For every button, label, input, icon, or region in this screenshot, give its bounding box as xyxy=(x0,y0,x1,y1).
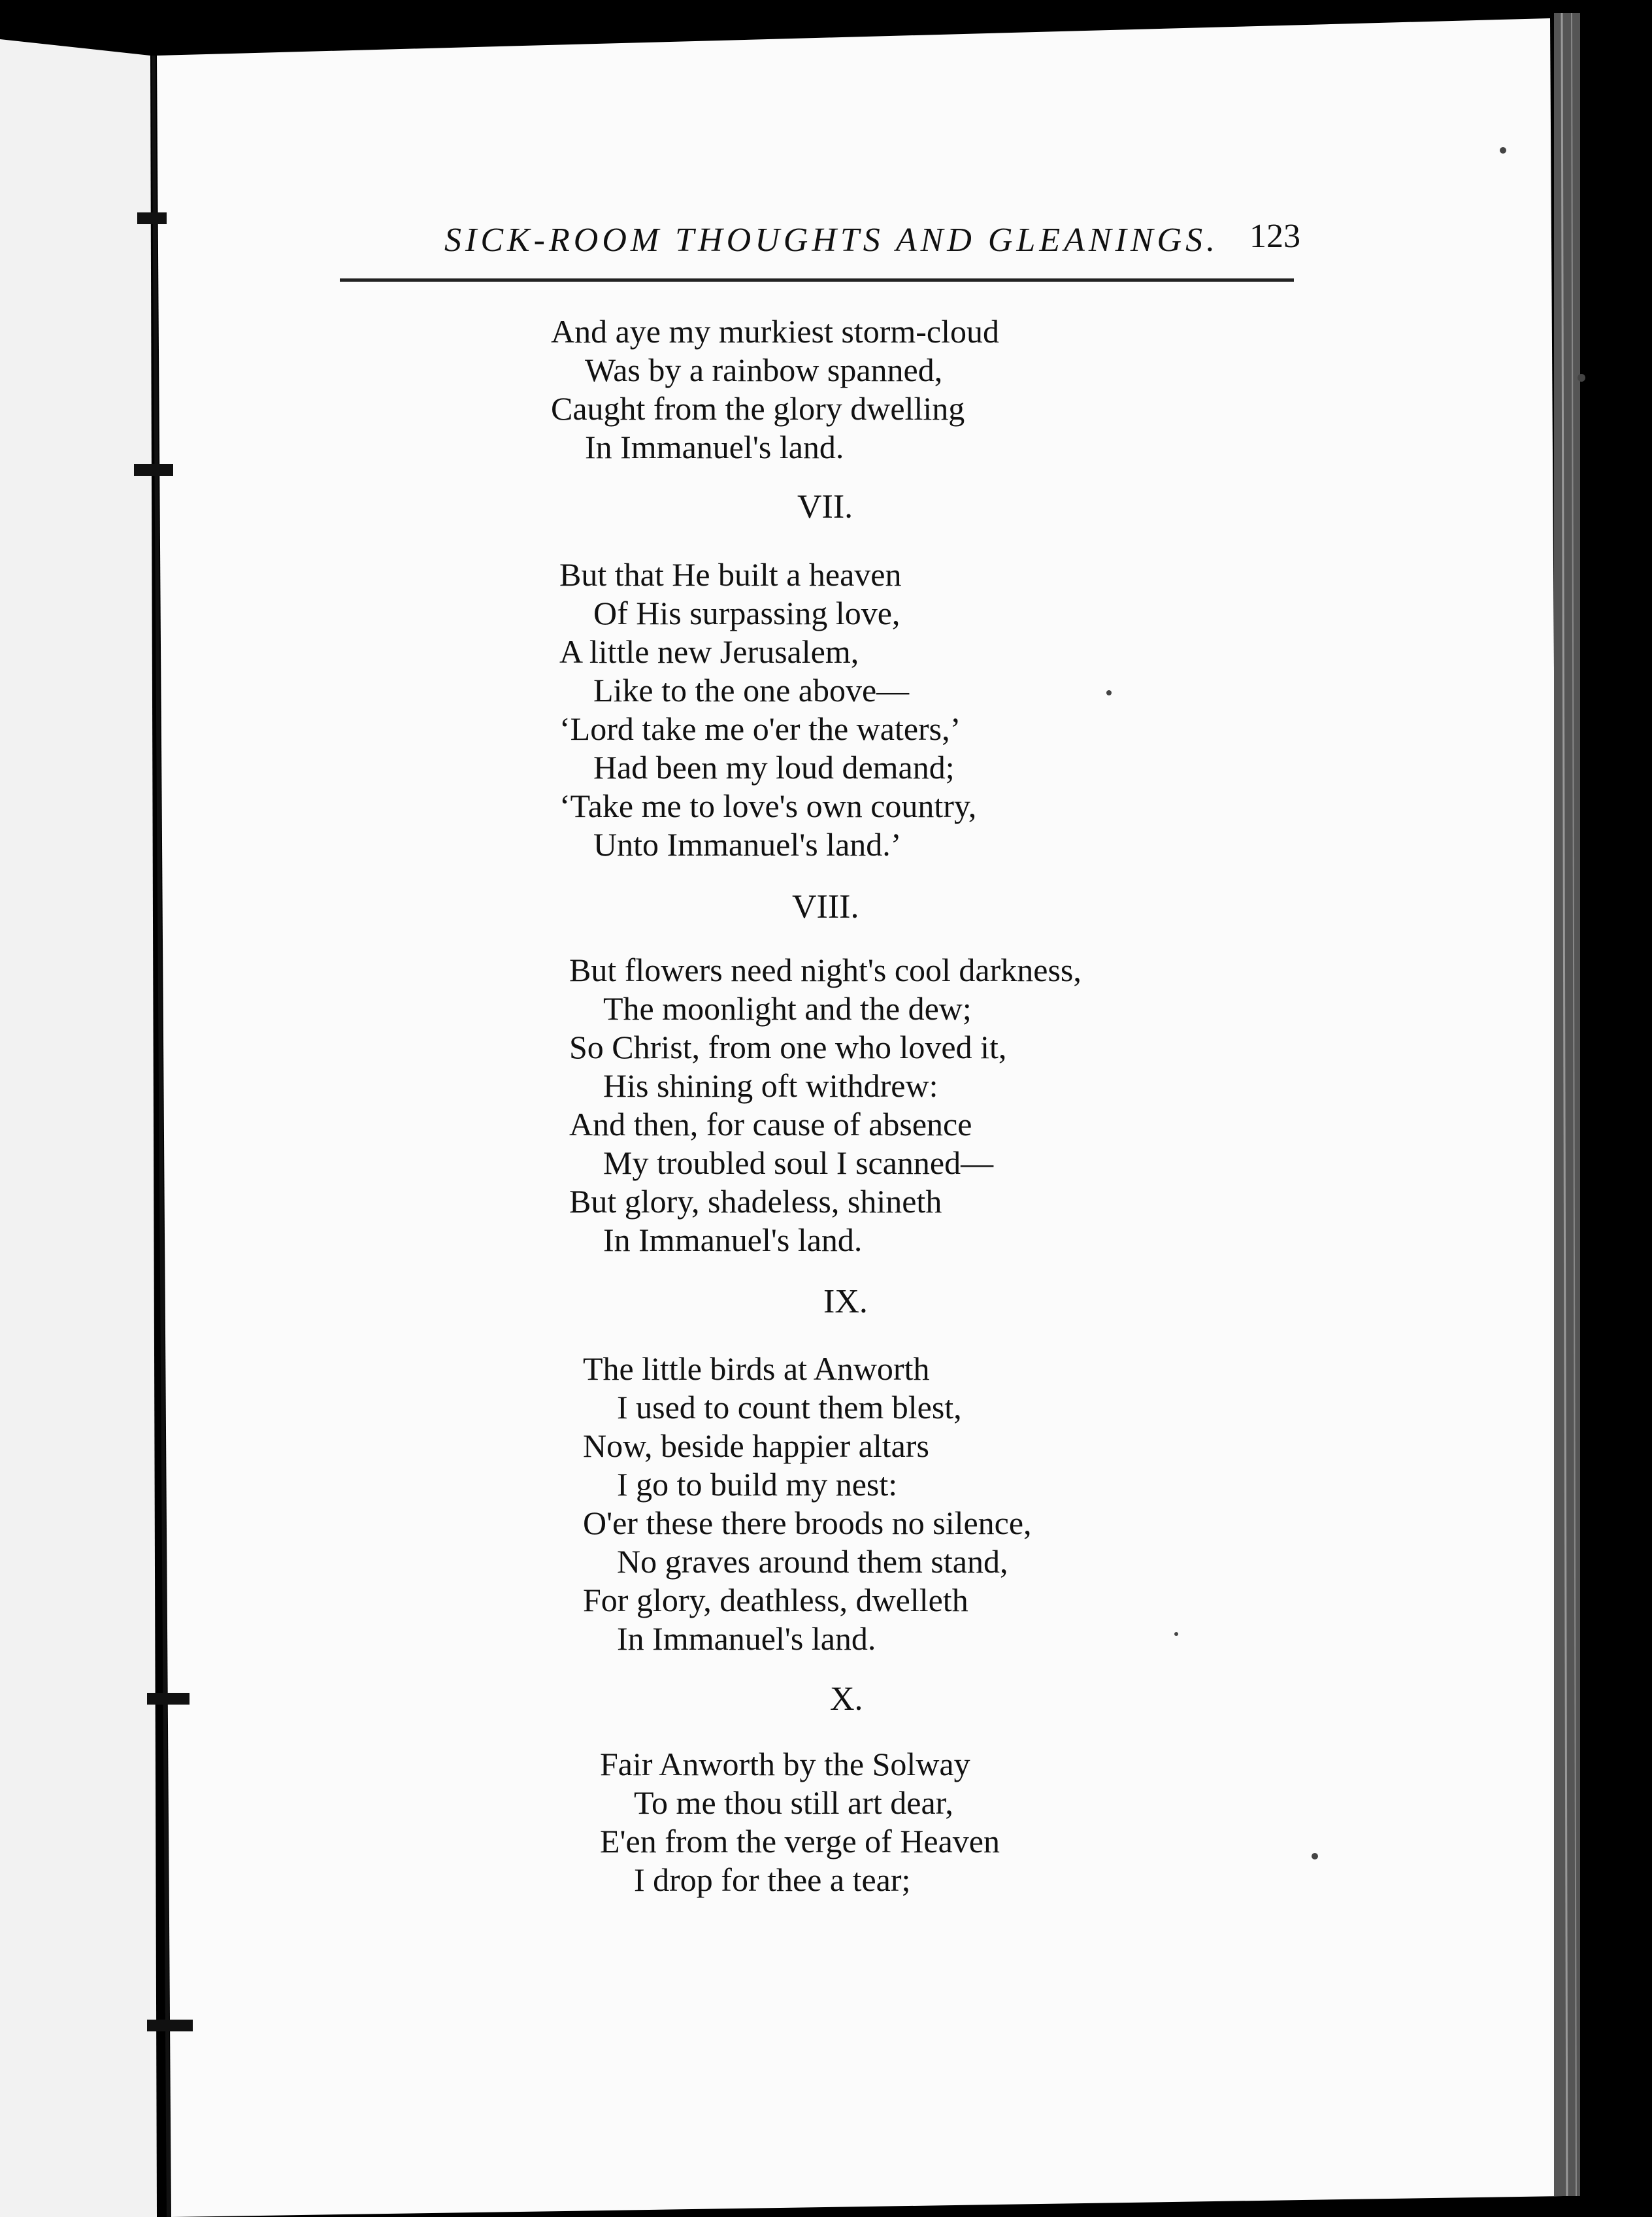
stanza-number-ix: IX. xyxy=(823,1283,868,1320)
verse-line: In Immanuel's land. xyxy=(585,429,844,465)
verse-line: A little new Jerusalem, xyxy=(559,633,859,670)
running-head-title: SICK-ROOM THOUGHTS AND GLEANINGS. xyxy=(444,222,1219,259)
stanza-x xyxy=(600,1745,1000,1899)
verse-line: But that He built a heaven xyxy=(559,556,902,593)
verse-line: Now, beside happier altars xyxy=(583,1427,929,1464)
verse-line: Had been my loud demand; xyxy=(593,749,955,786)
verse-line: His shining oft withdrew: xyxy=(603,1067,938,1104)
verse-line: ‘Take me to love's own country, xyxy=(559,788,977,824)
verse-line: No graves around them stand, xyxy=(617,1543,1008,1580)
verse-line: The moonlight and the dew; xyxy=(603,990,972,1027)
verse-line: And then, for cause of absence xyxy=(569,1106,972,1142)
verse-line: In Immanuel's land. xyxy=(617,1620,876,1657)
verse-line: Unto Immanuel's land.’ xyxy=(593,826,902,863)
verse-line: To me thou still art dear, xyxy=(634,1784,953,1821)
verse-line: And aye my murkiest storm-cloud xyxy=(551,313,999,350)
verse-line: For glory, deathless, dwelleth xyxy=(583,1582,968,1618)
verse-line: But glory, shadeless, shineth xyxy=(569,1183,942,1220)
verse-line: E'en from the verge of Heaven xyxy=(600,1823,1000,1859)
stanza-number-vii: VII. xyxy=(797,488,853,525)
verse-line: Fair Anworth by the Solway xyxy=(600,1746,970,1782)
verse-line: O'er these there broods no silence, xyxy=(583,1505,1032,1541)
verse-line: I go to build my nest: xyxy=(617,1466,898,1503)
verse-line: So Christ, from one who loved it, xyxy=(569,1029,1007,1065)
verse-line: I used to count them blest, xyxy=(617,1389,962,1425)
stanza-vii xyxy=(559,556,976,864)
stanza-number-viii: VIII. xyxy=(792,888,859,925)
verse-line: Caught from the glory dwelling xyxy=(551,390,965,427)
verse-line: My troubled soul I scanned— xyxy=(603,1144,994,1181)
verse-line: In Immanuel's land. xyxy=(603,1222,863,1258)
stanza-viii xyxy=(569,951,1082,1259)
left-page-edge xyxy=(0,39,157,2217)
verse-line: Like to the one above— xyxy=(593,672,910,708)
page-number: 123 xyxy=(1249,218,1300,255)
verse-line: The little birds at Anworth xyxy=(583,1350,930,1387)
stanza-number-x: X. xyxy=(830,1680,863,1718)
verse-line: I drop for thee a tear; xyxy=(634,1861,911,1898)
stanza-continuation xyxy=(551,312,999,467)
stanza-ix xyxy=(583,1350,1032,1658)
header-rule xyxy=(340,278,1294,282)
verse-line: Of His surpassing love, xyxy=(593,595,900,631)
verse-line: But flowers need night's cool darkness, xyxy=(569,952,1082,988)
verse-line: ‘Lord take me o'er the waters,’ xyxy=(559,710,961,747)
verse-line: Was by a rainbow spanned, xyxy=(585,352,943,388)
